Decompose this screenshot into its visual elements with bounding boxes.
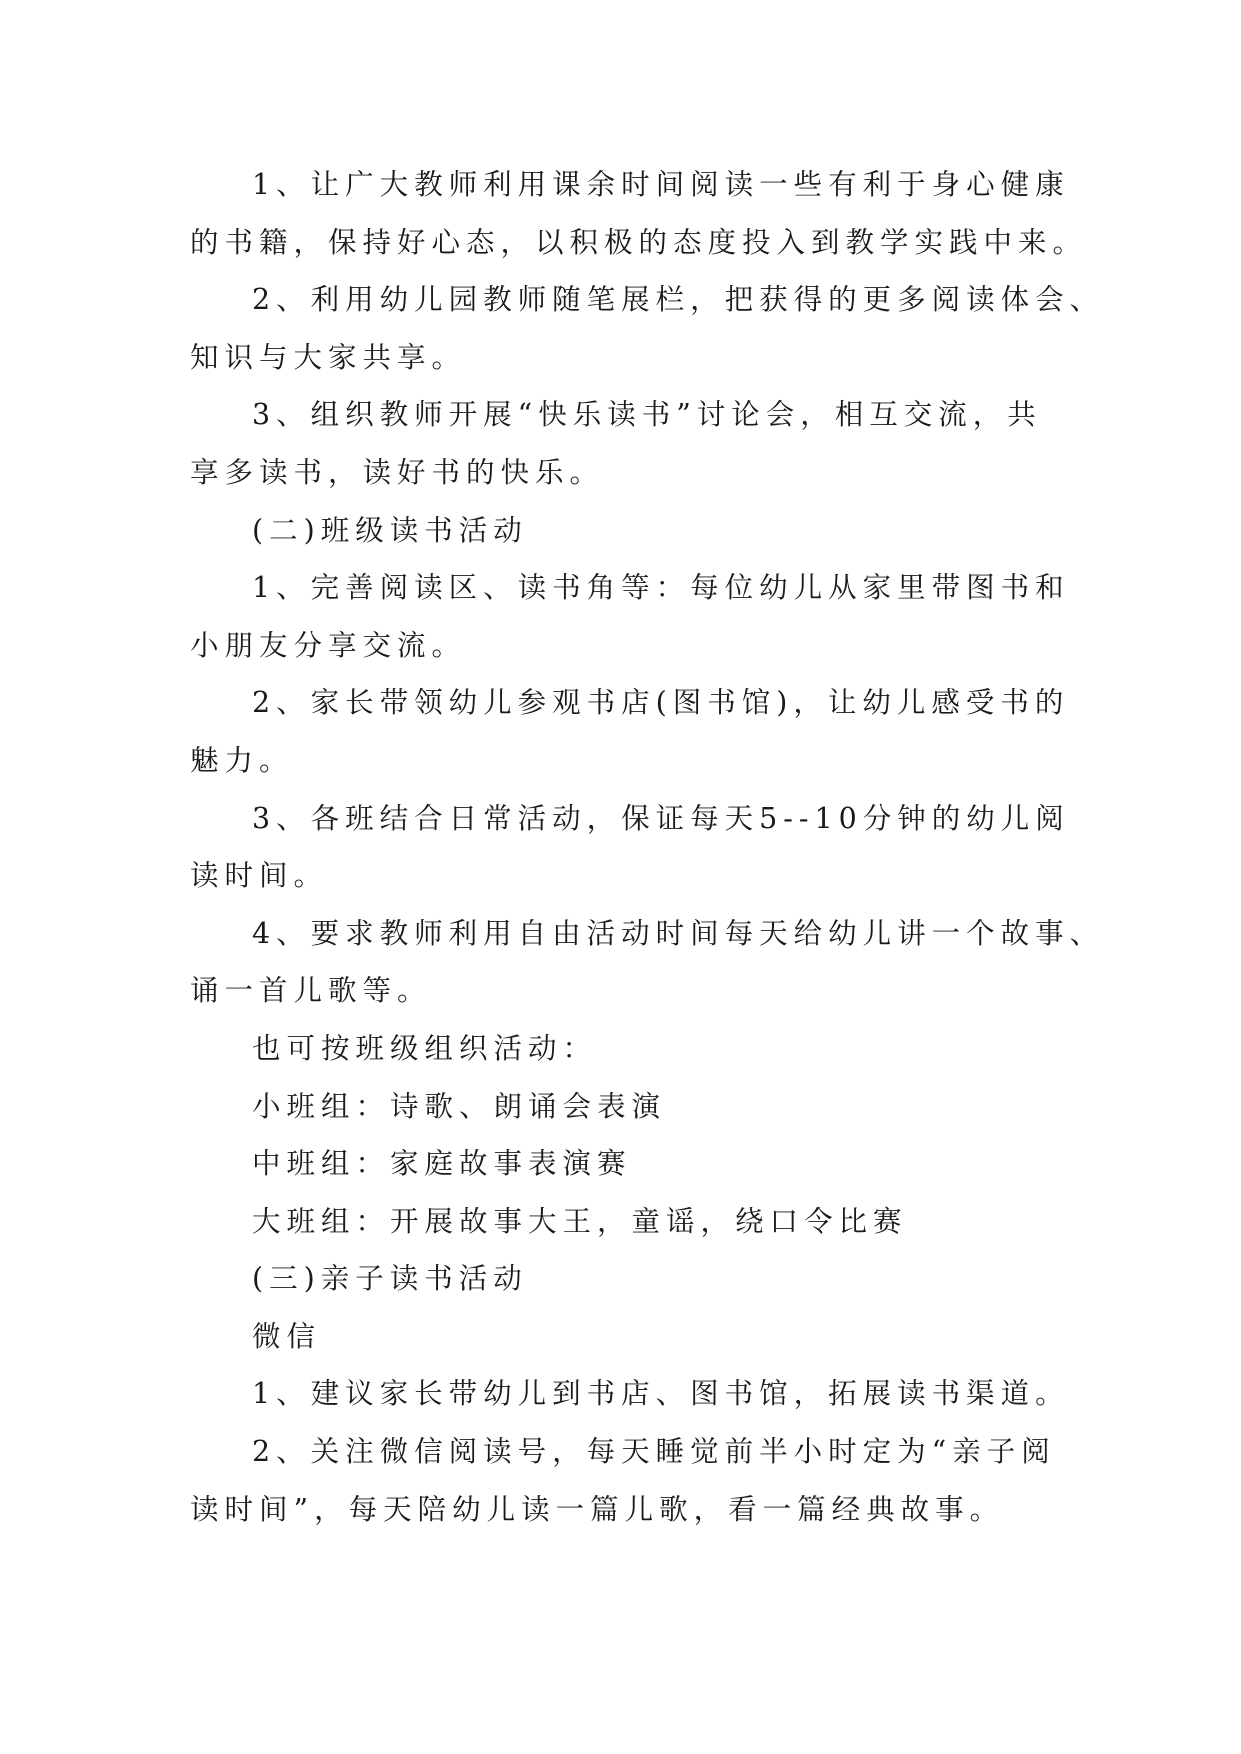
paragraph-line: 小朋友分享交流。 <box>190 628 467 662</box>
paragraph-line: 的书籍，保持好心态，以积极的态度投入到教学实践中来。 <box>190 225 1088 259</box>
paragraph-line: 3、各班结合日常活动，保证每天5--10分钟的幼儿阅 <box>252 801 1070 835</box>
paragraph-line: 微信 <box>252 1319 322 1353</box>
paragraph-line: 也可按班级组织活动： <box>252 1031 598 1065</box>
section-heading: (三)亲子读书活动 <box>252 1262 528 1296</box>
paragraph-line: 享多读书，读好书的快乐。 <box>190 455 605 489</box>
paragraph-line: 1、完善阅读区、读书角等：每位幼儿从家里带图书和 <box>252 571 1070 605</box>
document-body <box>190 156 1105 1538</box>
paragraph-line: 4、要求教师利用自由活动时间每天给幼儿讲一个故事、 <box>252 916 1105 950</box>
paragraph-line: 中班组：家庭故事表演赛 <box>252 1147 632 1181</box>
paragraph-line: 诵一首儿歌等。 <box>190 974 432 1008</box>
paragraph-line: 1、让广大教师利用课余时间阅读一些有利于身心健康 <box>252 168 1070 201</box>
paragraph-line: 2、利用幼儿园教师随笔展栏，把获得的更多阅读体会、 <box>252 283 1105 317</box>
paragraph-line: 读时间”，每天陪幼儿读一篇儿歌，看一篇经典故事。 <box>190 1492 1005 1526</box>
paragraph-line: 2、家长带领幼儿参观书店(图书馆)，让幼儿感受书的 <box>252 686 1070 720</box>
paragraph-line: 魅力。 <box>190 743 294 777</box>
paragraph-line: 大班组：开展故事大王，童谣，绕口令比赛 <box>252 1204 908 1238</box>
paragraph-line: 读时间。 <box>190 859 329 893</box>
paragraph-line: 知识与大家共享。 <box>190 340 467 374</box>
paragraph-line: 1、建议家长带幼儿到书店、图书馆，拓展读书渠道。 <box>252 1377 1070 1411</box>
paragraph-line: 3、组织教师开展“快乐读书”讨论会，相互交流，共 <box>252 398 1042 432</box>
section-heading: (二)班级读书活动 <box>252 513 528 547</box>
paragraph-line: 小班组：诗歌、朗诵会表演 <box>252 1089 667 1123</box>
paragraph-line: 2、关注微信阅读号，每天睡觉前半小时定为“亲子阅 <box>252 1435 1056 1469</box>
